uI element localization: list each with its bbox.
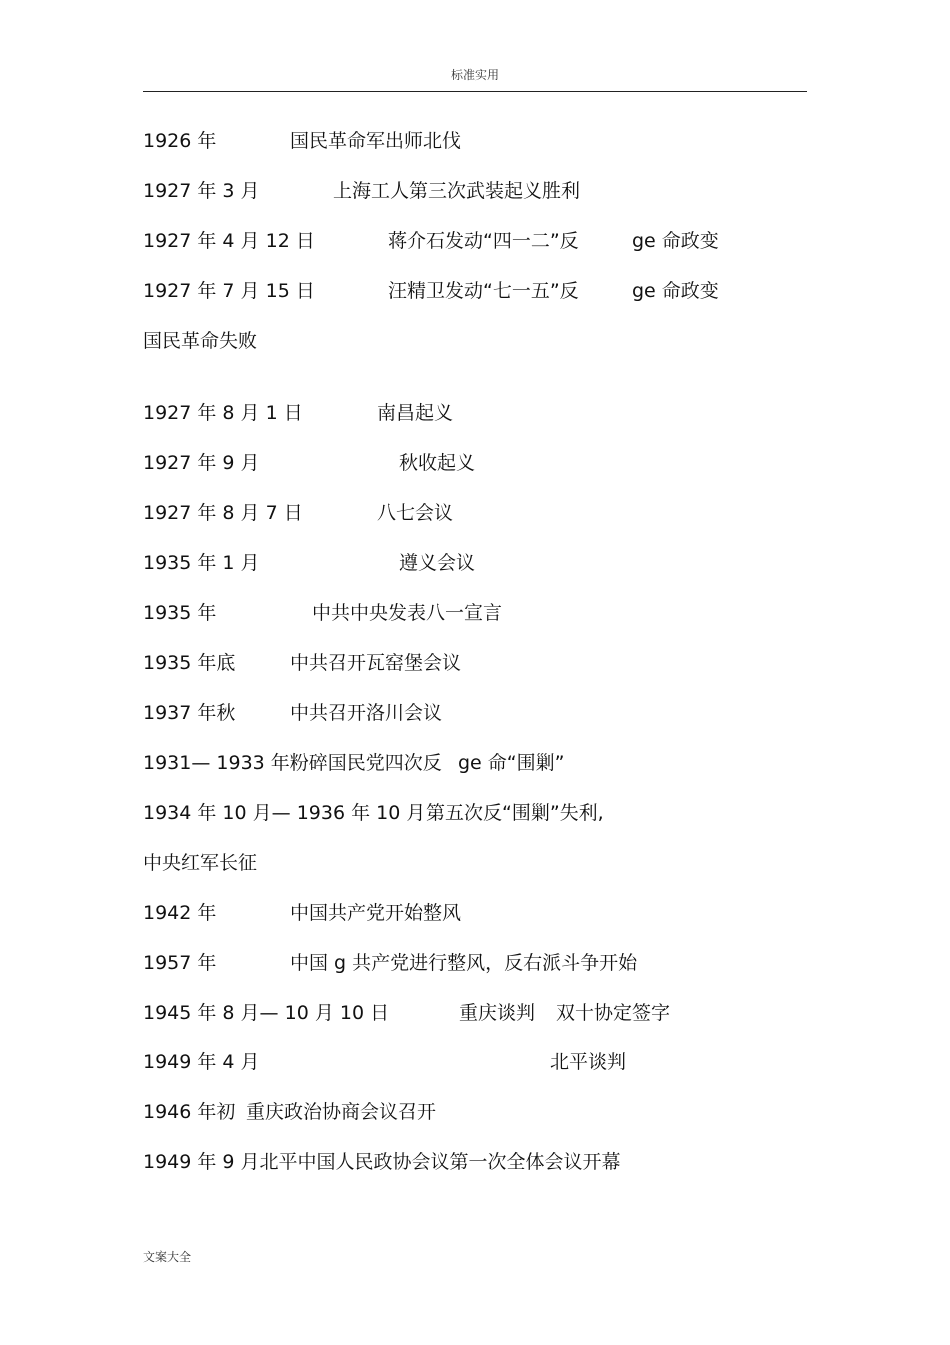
timeline-line <box>0 1149 621 1175</box>
line-event-continued: ge 命政变 <box>632 230 719 252</box>
timeline-line <box>0 128 462 154</box>
timeline-line <box>0 800 604 826</box>
line-date: 1942 年 <box>143 902 217 924</box>
line-date: 1935 年底 <box>143 652 236 674</box>
line-date: 1931— 1933 年粉碎国民党四次反 <box>143 752 442 774</box>
line-date: 1935 年 <box>143 602 217 624</box>
line-event: 北平谈判 <box>550 1051 627 1073</box>
timeline-line <box>0 900 462 926</box>
timeline-line <box>0 850 258 876</box>
timeline-line <box>0 600 503 626</box>
line-date: 1927 年 9 月 <box>143 452 260 474</box>
line-date: 1927 年 3 月 <box>143 180 260 202</box>
line-event: 中共中央发表八一宣言 <box>312 602 503 624</box>
timeline-line <box>0 278 719 304</box>
line-event-continued: ge 命政变 <box>632 280 719 302</box>
line-event: 上海工人第三次武装起义胜利 <box>333 180 581 202</box>
line-date: 1927 年 8 月 7 日 <box>143 502 303 524</box>
timeline-line <box>0 178 581 204</box>
page-header: 标准实用 <box>450 68 499 82</box>
timeline-line <box>0 228 719 254</box>
line-date: 1945 年 8 月— 10 月 10 日 <box>143 1002 390 1024</box>
line-date: 1949 年 4 月 <box>143 1051 260 1073</box>
line-event: 南昌起义 <box>377 402 454 424</box>
page-footer: 文案大全 <box>143 1250 192 1264</box>
line-date: 1934 年 10 月— 1936 年 10 月 <box>143 802 426 824</box>
line-event: 中国共产党开始整风 <box>290 902 462 924</box>
timeline-line <box>0 400 454 426</box>
timeline-line <box>0 700 443 726</box>
line-event-continued: ge 命“围剿” <box>458 752 565 774</box>
line-date: 1927 年 8 月 1 日 <box>143 402 303 424</box>
line-date: 1946 年初 <box>143 1101 236 1123</box>
timeline-line <box>0 1099 437 1125</box>
line-event: 重庆谈判 <box>459 1002 536 1024</box>
timeline-line <box>0 1000 671 1026</box>
line-date: 1937 年秋 <box>143 702 236 724</box>
line-date: 1927 年 7 月 15 日 <box>143 280 315 302</box>
line-event: 秋收起义 <box>399 452 476 474</box>
line-event: 重庆政治协商会议召开 <box>246 1101 437 1123</box>
timeline-line <box>0 450 476 476</box>
line-event: 遵义会议 <box>399 552 476 574</box>
line-event: 国民革命军出师北伐 <box>290 130 462 152</box>
header-rule <box>143 91 807 92</box>
timeline-line <box>0 500 454 526</box>
line-text: 1949 年 9 月北平中国人民政协会议第一次全体会议开幕 <box>143 1151 621 1173</box>
timeline-line <box>0 1049 627 1075</box>
line-date: 1926 年 <box>143 130 217 152</box>
line-date: 1935 年 1 月 <box>143 552 260 574</box>
line-text: 中央红军长征 <box>143 852 258 874</box>
line-event: 汪精卫发动“七一五”反 <box>388 280 579 302</box>
line-event-continued: 双十协定签字 <box>556 1002 671 1024</box>
line-event: 第五次反“围剿”失利, <box>426 802 604 824</box>
timeline-line <box>0 950 638 976</box>
timeline-line <box>0 650 462 676</box>
timeline-line <box>0 328 258 354</box>
line-date: 1957 年 <box>143 952 217 974</box>
line-text: 国民革命失败 <box>143 330 258 352</box>
line-date: 1927 年 4 月 12 日 <box>143 230 315 252</box>
line-event: 中国 g 共产党进行整风，反右派斗争开始 <box>290 952 638 974</box>
timeline-line <box>0 550 476 576</box>
timeline-line <box>0 750 565 776</box>
line-event: 八七会议 <box>377 502 454 524</box>
line-event: 蒋介石发动“四一二”反 <box>388 230 579 252</box>
line-event: 中共召开洛川会议 <box>290 702 443 724</box>
line-event: 中共召开瓦窑堡会议 <box>290 652 462 674</box>
